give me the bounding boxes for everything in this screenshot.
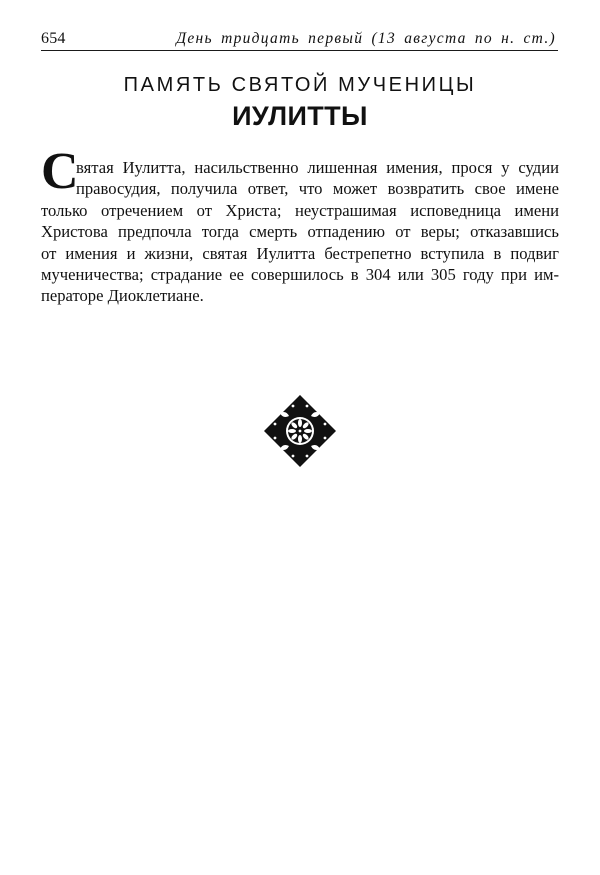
ornamental-cross-icon: [263, 394, 337, 468]
paragraph-line: правосудия, получила ответ, что может возвратить свое имене: [76, 179, 559, 199]
paragraph-line: Христова предпочла тогда смерть отпадению от веры; отказавшись: [41, 222, 559, 242]
body-paragraph: [41, 157, 559, 307]
section-title-saint-name: ИУЛИТТЫ: [232, 101, 368, 131]
paragraph-line: только отречением от Христа; неустрашимая исповедница имени: [41, 200, 559, 220]
paragraph-line: мученичества; страдание ее совершилось в 304 или 305 году при им-: [41, 265, 559, 285]
paragraph-line: ператоре Диоклетиане.: [41, 286, 204, 306]
drop-cap: С: [41, 143, 79, 200]
running-head: [41, 30, 558, 51]
paragraph-line: вятая Иулитта, насильственно лишенная имения, прося у судии: [76, 158, 559, 177]
running-title: День тридцать первый (13 августа по н. ст.): [176, 30, 556, 47]
page-number: 654: [41, 30, 66, 47]
paragraph-line: от имения и жизни, святая Иулитта бестрепетно вступила в подвиг: [41, 243, 559, 263]
section-title-line1: ПАМЯТЬ СВЯТОЙ МУЧЕНИЦЫ: [123, 74, 477, 96]
